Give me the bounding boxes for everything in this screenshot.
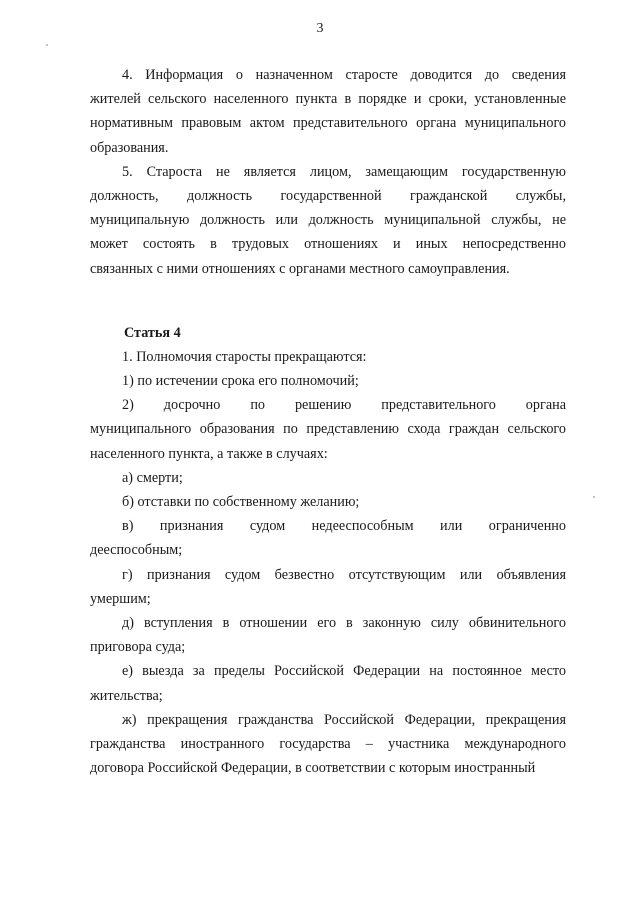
text-line: должность, должность государственной гражданской службы, — [90, 188, 566, 205]
text-line: договора Российской Федерации, в соответствии с которым иностранный — [90, 760, 536, 777]
text-line: муниципального образования по представлению схода граждан сельского — [90, 421, 566, 438]
article-item — [90, 393, 566, 466]
article-items — [90, 345, 566, 781]
paragraph-4 — [90, 63, 566, 160]
text-line: жителей сельского населенного пункта в порядке и сроки, установленные — [90, 91, 566, 108]
text-line: может состоять в трудовых отношениях и иных непосредственно — [90, 236, 566, 253]
article-item — [90, 611, 566, 659]
text-line: образования. — [90, 139, 169, 156]
text-line: г) признания судом безвестно отсутствующим или объявления — [122, 566, 566, 583]
article-heading: Статья 4 — [124, 324, 181, 341]
text-line: дееспособным; — [90, 542, 183, 559]
text-line: 5. Староста не является лицом, замещающим государственную — [122, 163, 566, 180]
article-item — [90, 490, 566, 514]
text-line: приговора суда; — [90, 639, 186, 656]
article-item — [90, 563, 566, 611]
text-line: населенного пункта, а также в случаях: — [90, 445, 328, 462]
document-body — [90, 63, 566, 780]
text-line: 1) по истечении срока его полномочий; — [122, 373, 359, 390]
text-line: а) смерти; — [122, 469, 183, 486]
text-line: умершим; — [90, 590, 151, 607]
text-line: ж) прекращения гражданства Российской Федерации, прекращения — [122, 711, 566, 728]
text-line: 4. Информация о назначенном старосте доводится до сведения — [122, 67, 566, 83]
text-line: гражданства иностранного государства – участника международного — [90, 736, 566, 753]
text-line: нормативным правовым актом представительного органа муниципального — [90, 115, 566, 132]
text-line: 2) досрочно по решению представительного органа — [122, 397, 566, 414]
text-line: б) отставки по собственному желанию; — [122, 494, 360, 511]
scan-speck — [46, 44, 48, 46]
text-line: жительства; — [90, 687, 163, 704]
article-item — [90, 369, 566, 393]
text-line: в) признания судом недееспособным или ограниченно — [122, 518, 566, 535]
text-line: д) вступления в отношении его в законную силу обвинительного — [122, 615, 566, 632]
text-line: муниципальную должность или должность муниципальной службы, не — [90, 212, 566, 229]
article-item — [90, 466, 566, 490]
text-line: е) выезда за пределы Российской Федерации на постоянное место — [122, 663, 566, 680]
article-item — [90, 345, 566, 369]
page-number: 3 — [316, 21, 324, 36]
article-item — [90, 514, 566, 562]
text-line: 1. Полномочия старосты прекращаются: — [122, 348, 367, 365]
article-item — [90, 708, 566, 781]
paragraph-5 — [90, 160, 566, 281]
scan-speck — [593, 496, 595, 498]
text-line: связанных с ними отношениях с органами местного самоуправления. — [90, 260, 510, 277]
article-item — [90, 659, 566, 707]
